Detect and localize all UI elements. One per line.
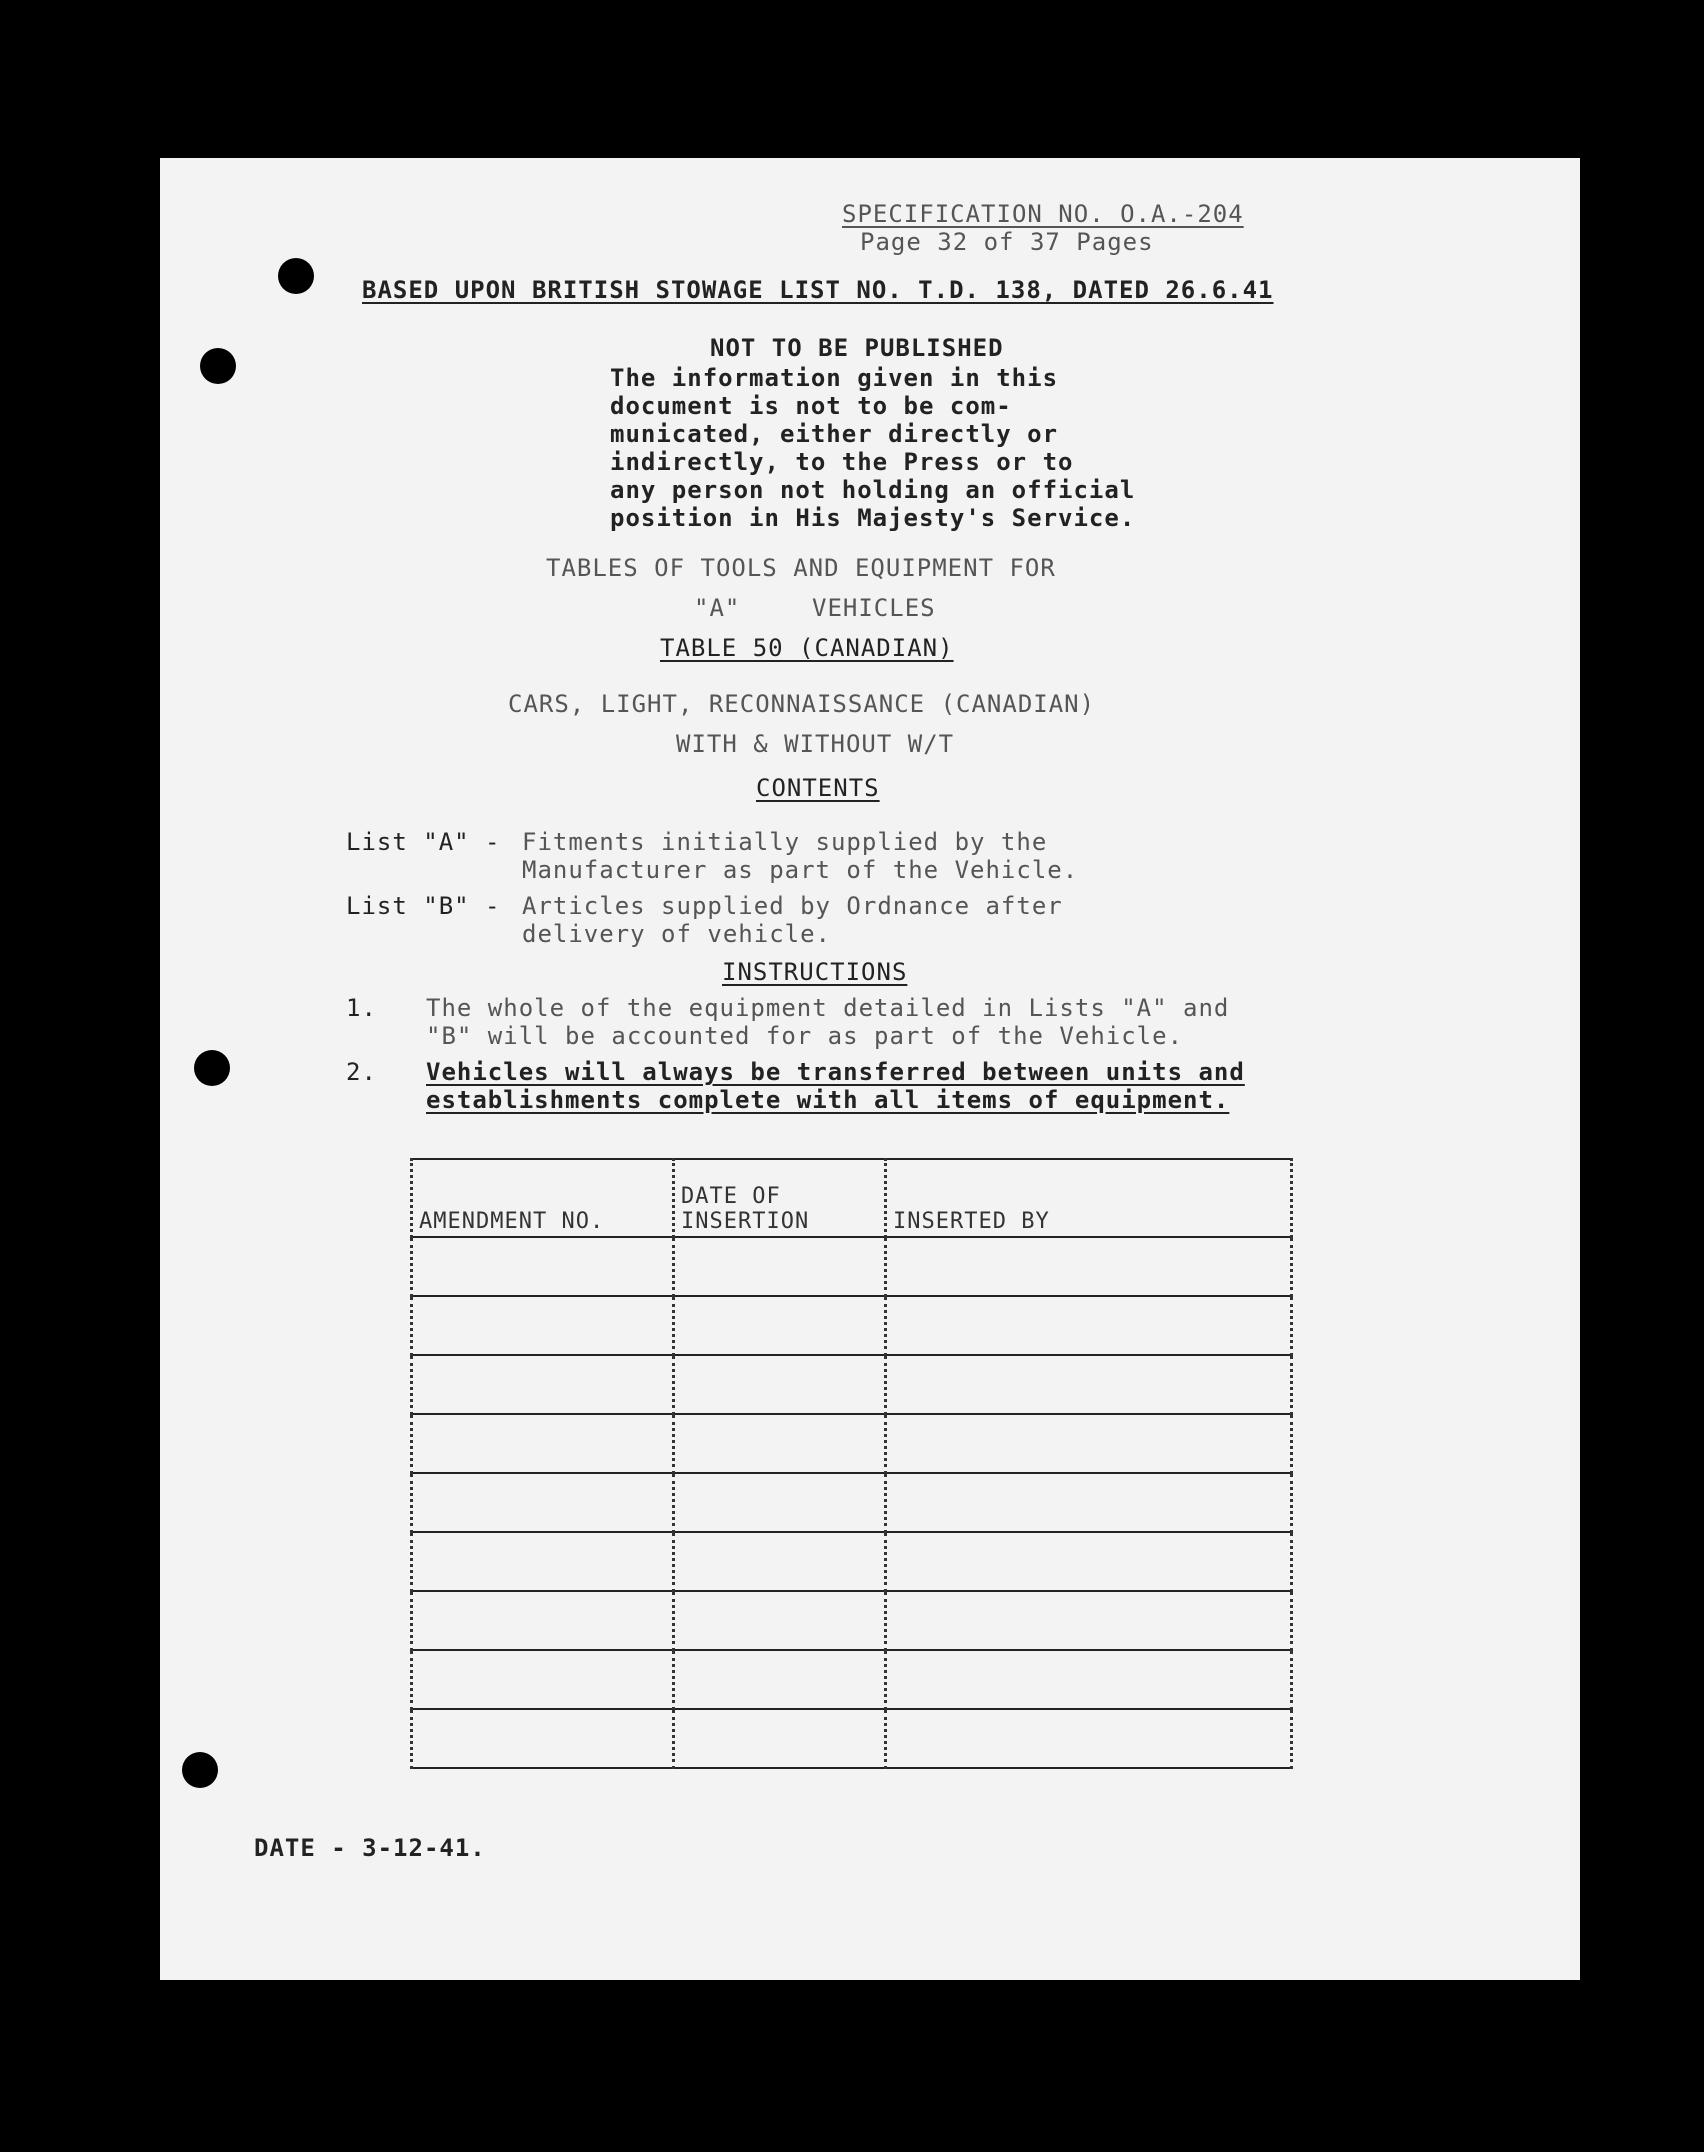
specification-number: SPECIFICATION NO. O.A.-204 bbox=[842, 200, 1244, 228]
contents-heading: CONTENTS bbox=[756, 774, 880, 802]
table-row bbox=[412, 1532, 1292, 1591]
punch-hole bbox=[278, 258, 314, 294]
punch-hole bbox=[194, 1050, 230, 1086]
table-row bbox=[412, 1650, 1292, 1709]
vehicle-class: "A" bbox=[694, 594, 741, 622]
table-number: TABLE 50 (CANADIAN) bbox=[660, 634, 954, 662]
notice-line: document is not to be com- bbox=[610, 392, 1012, 420]
list-b-label: List "B" - bbox=[346, 892, 501, 920]
list-a-text: Fitments initially supplied by the bbox=[522, 828, 1048, 856]
based-upon-line: BASED UPON BRITISH STOWAGE LIST NO. T.D. 138, DATED 26.6.41 bbox=[362, 276, 1274, 304]
table-header-row bbox=[412, 1159, 1292, 1237]
punch-hole bbox=[182, 1752, 218, 1788]
notice-line: indirectly, to the Press or to bbox=[610, 448, 1074, 476]
tables-title: TABLES OF TOOLS AND EQUIPMENT FOR bbox=[546, 554, 1056, 582]
instruction-text: Vehicles will always be transferred between units and bbox=[426, 1058, 1245, 1086]
header-inserted-by: INSERTED BY bbox=[886, 1159, 1292, 1237]
table-row bbox=[412, 1473, 1292, 1532]
notice-line: The information given in this bbox=[610, 364, 1059, 392]
punch-hole bbox=[200, 348, 236, 384]
instruction-text: The whole of the equipment detailed in Lists "A" and bbox=[426, 994, 1230, 1022]
header-amendment-no: AMENDMENT NO. bbox=[412, 1159, 674, 1237]
vehicle-description: CARS, LIGHT, RECONNAISSANCE (CANADIAN) bbox=[508, 690, 1096, 718]
instruction-number: 1. bbox=[346, 994, 377, 1022]
document-date: DATE - 3-12-41. bbox=[254, 1834, 486, 1862]
instruction-text: "B" will be accounted for as part of the Vehicle. bbox=[426, 1022, 1184, 1050]
table-row bbox=[412, 1414, 1292, 1473]
list-a-label: List "A" - bbox=[346, 828, 501, 856]
list-b-text: Articles supplied by Ordnance after bbox=[522, 892, 1063, 920]
notice-line: municated, either directly or bbox=[610, 420, 1059, 448]
table-row bbox=[412, 1709, 1292, 1768]
list-a-text: Manufacturer as part of the Vehicle. bbox=[522, 856, 1079, 884]
table-row bbox=[412, 1237, 1292, 1296]
header-date-of-insertion: DATE OF INSERTION bbox=[674, 1159, 886, 1237]
table-row bbox=[412, 1591, 1292, 1650]
instruction-text: establishments complete with all items of equipment. bbox=[426, 1086, 1230, 1114]
table-row bbox=[412, 1296, 1292, 1355]
instructions-heading: INSTRUCTIONS bbox=[722, 958, 908, 986]
notice-line: any person not holding an official bbox=[610, 476, 1136, 504]
vehicles-word: VEHICLES bbox=[812, 594, 936, 622]
notice-title: NOT TO BE PUBLISHED bbox=[710, 334, 1004, 362]
amendment-table bbox=[410, 1158, 1293, 1769]
vehicle-variant: WITH & WITHOUT W/T bbox=[676, 730, 955, 758]
table-row bbox=[412, 1355, 1292, 1414]
instruction-number: 2. bbox=[346, 1058, 377, 1086]
page-number: Page 32 of 37 Pages bbox=[860, 228, 1154, 256]
notice-line: position in His Majesty's Service. bbox=[610, 504, 1136, 532]
list-b-text: delivery of vehicle. bbox=[522, 920, 831, 948]
